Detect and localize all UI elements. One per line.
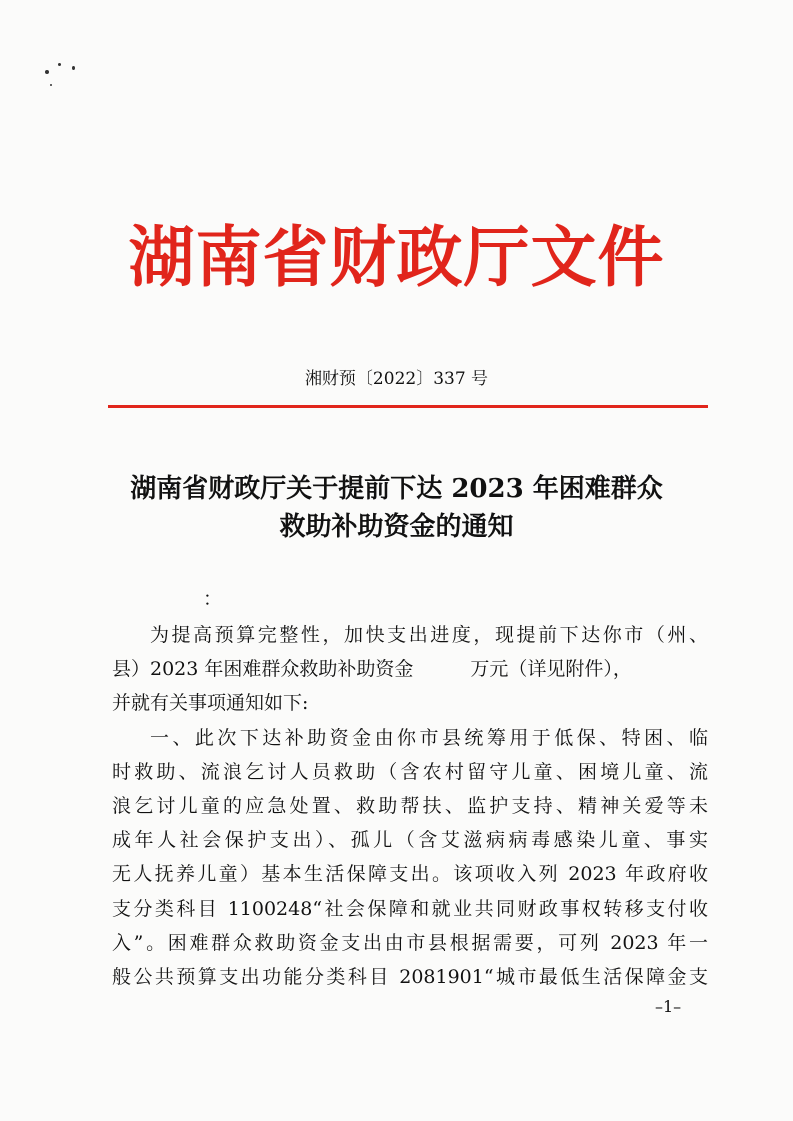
body-line: 成年人社会保护支出）、孤儿（含艾滋病病毒感染儿童、事实 (112, 829, 708, 852)
body-line: 无人抚养儿童）基本生活保障支出。该项收入列 2023 年政府收 (112, 863, 708, 886)
notice-title (0, 470, 793, 546)
agency-document-header: 湖南省财政厅文件 (128, 219, 665, 296)
scan-speck (50, 84, 52, 86)
scan-speck (72, 66, 75, 70)
body-line: 一、此次下达补助资金由你市县统筹用于低保、特困、临 (150, 726, 708, 749)
body-line: 入”。困难群众救助资金支出由市县根据需要，可列 2023 年一 (112, 931, 708, 954)
body-line: 般公共预算支出功能分类科目 2081901“城市最低生活保障金支 (112, 965, 708, 988)
addressee-line: ： (203, 588, 223, 610)
scan-speck (45, 70, 49, 74)
scan-speck (58, 63, 61, 66)
document-number: 湘财预〔2022〕337 号 (304, 369, 489, 389)
body-line: 为提高预算完整性，加快支出进度，现提前下达你市（州、 (150, 624, 708, 646)
body-line: 支分类科目 1100248“社会保障和就业共同财政事权转移支付收 (112, 897, 708, 920)
body-line: 浪乞讨儿童的应急处置、救助帮扶、监护支持、精神关爱等未 (112, 794, 708, 817)
body-line: 并就有关事项通知如下: (112, 692, 309, 715)
page-number: –1– (655, 997, 682, 1016)
body-line: 时救助、流浪乞讨人员救助（含农村留守儿童、困境儿童、流 (112, 760, 708, 783)
red-separator-line (108, 405, 708, 408)
notice-body (112, 618, 708, 994)
body-line: 县）2023 年困难群众救助补助资金 万元（详见附件）， (112, 658, 632, 681)
notice-title-line-2: 救助补助资金的通知 (279, 512, 514, 542)
notice-title-line-1: 湖南省财政厅关于提前下达 2023 年困难群众 (130, 474, 663, 504)
